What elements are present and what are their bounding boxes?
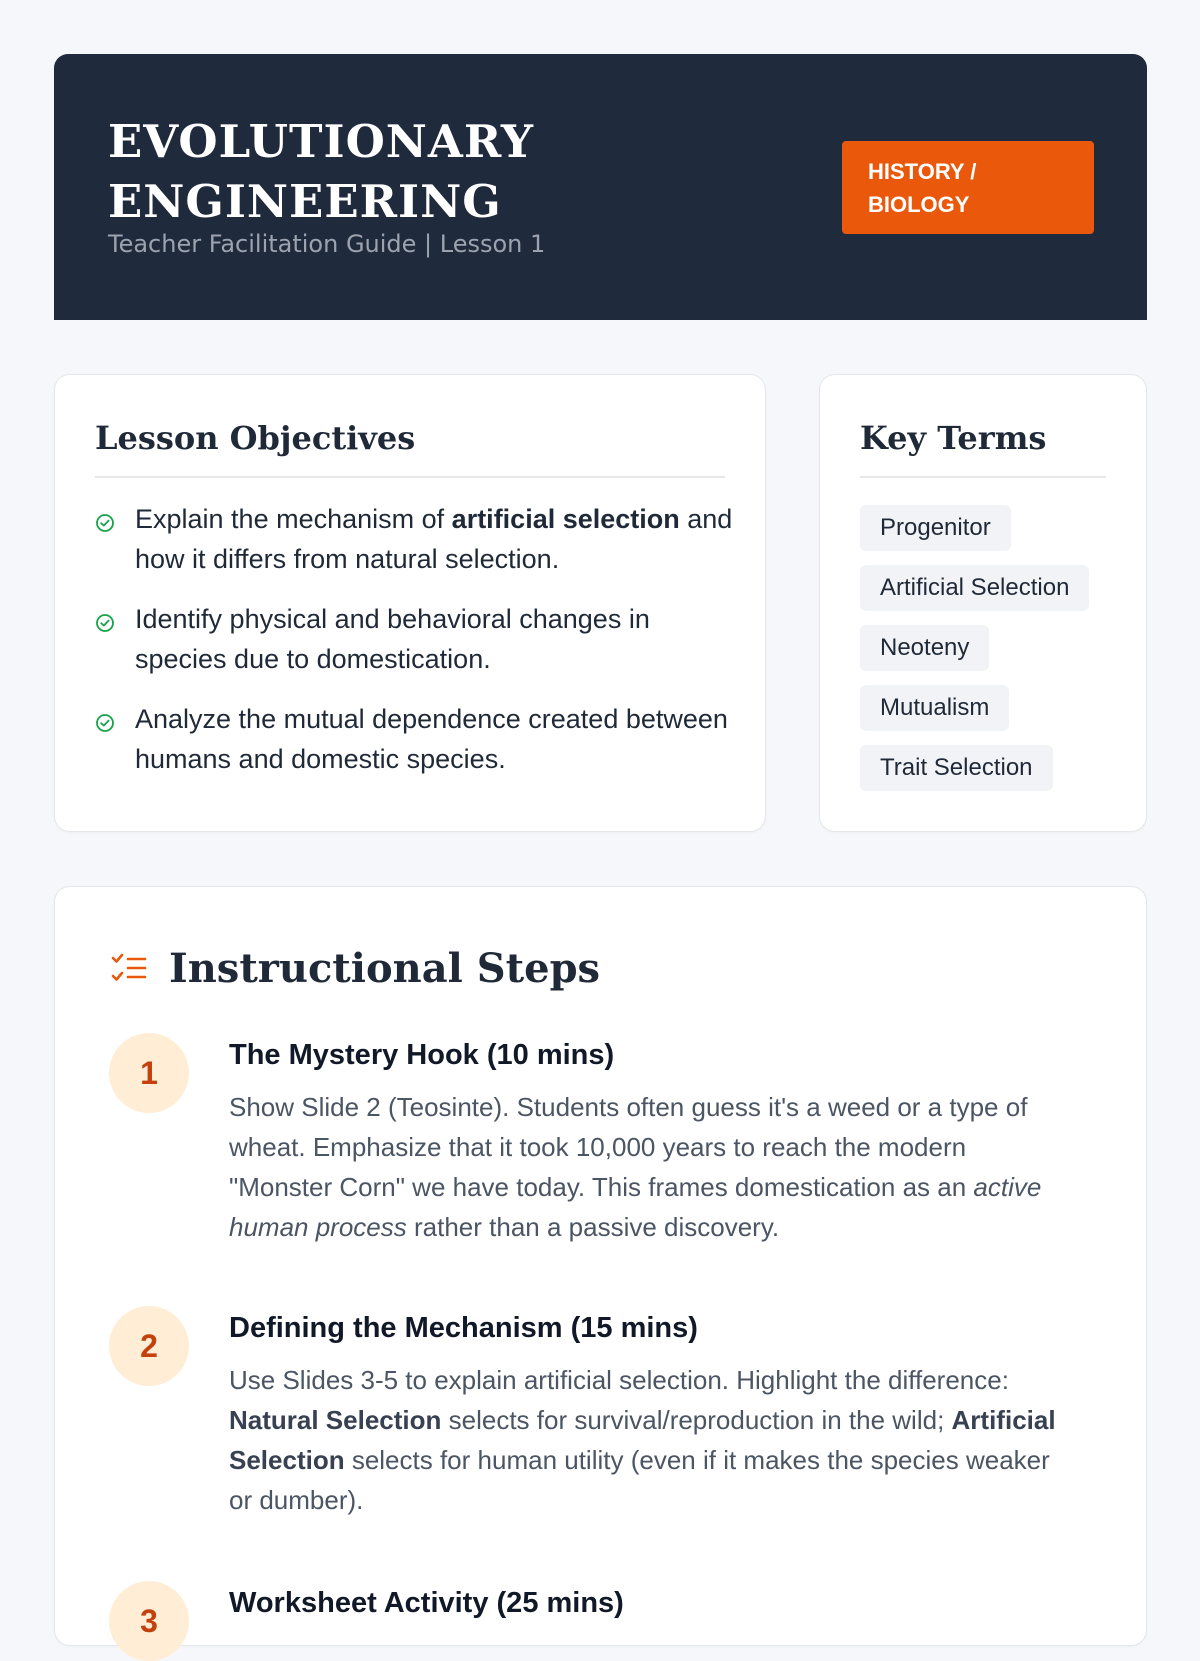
objectives-list [95, 499, 735, 799]
step-number-badge: 2 [109, 1306, 189, 1386]
step-title: Worksheet Activity (25 mins) [229, 1587, 624, 1619]
step-description-text: rather than a passive discovery. [406, 1212, 780, 1242]
step-description-text: selects for human utility (even if it makes the species weaker or dumber). [229, 1445, 1050, 1515]
objective-text: Analyze the mutual dependence created between humans and domestic species. [135, 704, 728, 774]
lesson-objectives-heading: Lesson Objectives [95, 419, 416, 457]
objective-text: Identify physical and behavioral changes in species due to domestication. [135, 604, 650, 674]
page-title-line-1: EVOLUTIONARY [108, 115, 534, 168]
term-chip-progenitor: Progenitor [860, 505, 1011, 551]
step-title: Defining the Mechanism (15 mins) [229, 1312, 698, 1344]
step-description [229, 1360, 1069, 1520]
step-description-text: Show Slide 2 (Teosinte). Students often guess it's a weed or a type of wheat. Emphasize that it took 10,000 years to reach the modern "Monster Corn" we have today. This frames domestication as an [229, 1092, 1028, 1202]
step-number-badge: 1 [109, 1033, 189, 1113]
objective-text-bold: artificial selection [451, 504, 680, 534]
key-terms-heading: Key Terms [860, 419, 1047, 457]
instructional-steps-heading: Instructional Steps [169, 945, 601, 992]
check-circle-icon [95, 613, 115, 633]
term-chip-mutualism: Mutualism [860, 685, 1009, 731]
list-check-icon [111, 951, 147, 987]
step-description-text: Use Slides 3-5 to explain artificial selection. Highlight the difference: [229, 1365, 1009, 1395]
section-divider [95, 476, 725, 478]
page-subtitle: Teacher Facilitation Guide | Lesson 1 [108, 230, 546, 258]
step-description-emphasis: active human process [229, 1172, 1042, 1242]
objective-text-post: and how it differs from natural selection. [135, 504, 733, 574]
step-description-text: selects for survival/reproduction in the wild; [441, 1405, 952, 1435]
page-title-line-2: ENGINEERING [108, 175, 502, 228]
step-title: The Mystery Hook (10 mins) [229, 1039, 615, 1071]
page-header [54, 54, 1147, 320]
page-title [108, 112, 708, 232]
lesson-objectives-card [54, 374, 766, 832]
check-circle-icon [95, 713, 115, 733]
objective-item [95, 599, 735, 679]
instructional-steps-card [54, 886, 1147, 1646]
subject-badge-line-2: BIOLOGY [868, 192, 970, 217]
check-circle-icon [95, 513, 115, 533]
subject-badge-line-1: HISTORY / [868, 159, 977, 184]
term-chip-trait-selection: Trait Selection [860, 745, 1053, 791]
subject-badge [842, 141, 1094, 234]
term-chip-artificial-selection: Artificial Selection [860, 565, 1089, 611]
key-terms-card [819, 374, 1147, 832]
step-description-bold: Artificial Selection [229, 1405, 1056, 1475]
term-chip-neoteny: Neoteny [860, 625, 989, 671]
step-number-badge: 3 [109, 1581, 189, 1661]
objective-text-pre: Explain the mechanism of [135, 504, 452, 534]
objective-item [95, 499, 735, 579]
objective-item [95, 699, 735, 779]
step-description [229, 1087, 1069, 1247]
objective-text [135, 504, 732, 574]
section-divider [860, 476, 1106, 478]
step-description-bold: Natural Selection [229, 1405, 442, 1435]
